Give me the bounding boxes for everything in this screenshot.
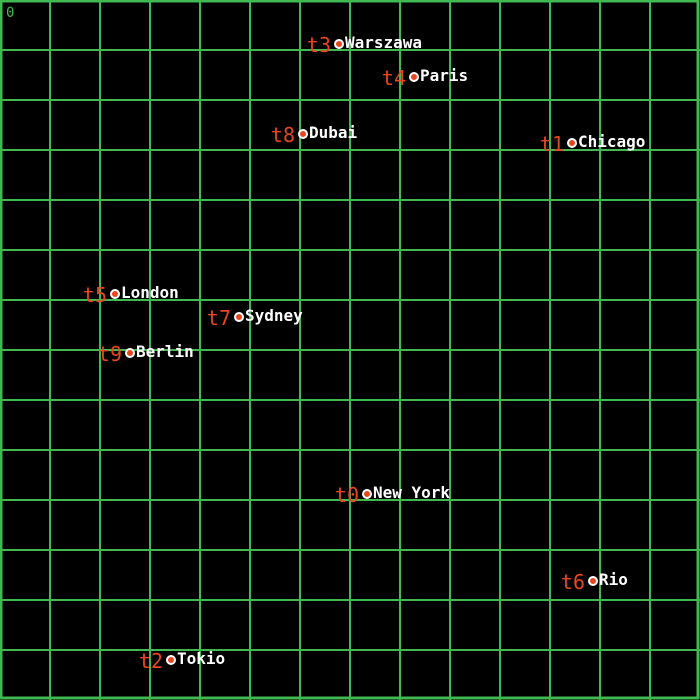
city-label: London xyxy=(121,283,179,302)
marker-tag: t6 xyxy=(560,570,585,594)
city-label: Berlin xyxy=(136,342,194,361)
city-label: Chicago xyxy=(578,132,646,151)
marker-tag: t2 xyxy=(138,649,163,673)
location-dot-icon xyxy=(298,129,308,139)
city-label: Paris xyxy=(420,66,469,85)
marker-tag: t9 xyxy=(97,342,122,366)
location-dot-icon xyxy=(334,39,344,49)
location-dot-icon xyxy=(125,348,135,358)
marker-tag: t4 xyxy=(381,66,406,90)
location-dot-icon xyxy=(588,576,598,586)
location-dot-icon xyxy=(234,312,244,322)
location-dot-icon xyxy=(110,289,120,299)
location-dot-icon xyxy=(362,489,372,499)
city-label: Tokio xyxy=(177,649,226,668)
location-dot-icon xyxy=(567,138,577,148)
marker-tag: t0 xyxy=(334,483,359,507)
city-label: Dubai xyxy=(309,123,358,142)
marker-tag: t7 xyxy=(206,306,231,330)
marker-tag: t5 xyxy=(82,283,107,307)
location-dot-icon xyxy=(409,72,419,82)
location-dot-icon xyxy=(166,655,176,665)
city-label: Sydney xyxy=(245,306,303,325)
corner-label: 0 xyxy=(6,5,15,21)
marker-tag: t3 xyxy=(306,33,331,57)
marker-tag: t8 xyxy=(270,123,295,147)
city-label: New York xyxy=(373,483,451,502)
city-label: Rio xyxy=(599,570,628,589)
city-label: Warszawa xyxy=(345,33,423,52)
marker-tag: t1 xyxy=(539,132,564,156)
